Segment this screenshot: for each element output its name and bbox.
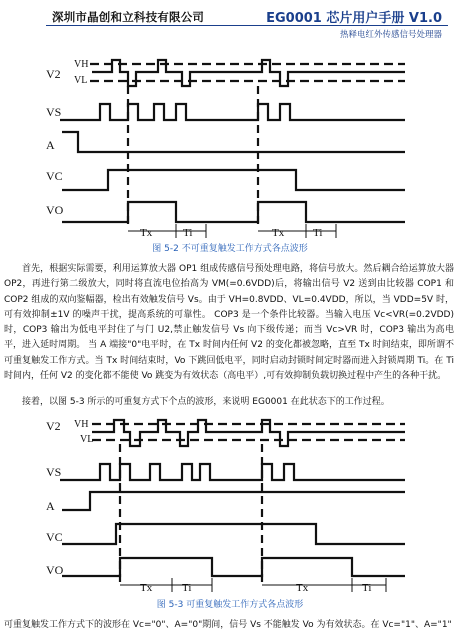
body-paragraph-2: 接着，以图 5-3 所示的可重复方式下个点的波形，来说明 EG0001 在此状态下的工作过程。 <box>22 397 390 407</box>
time-label-tx-1: Tx <box>140 227 153 239</box>
a-waveform <box>62 492 405 510</box>
vo-waveform <box>62 202 405 222</box>
header-rule <box>46 25 448 26</box>
vs-waveform <box>60 464 405 480</box>
vs-waveform <box>60 104 405 120</box>
time-label-tx-1: Tx <box>140 582 153 594</box>
waveform-figure-5-2 <box>0 42 460 242</box>
body-paragraph-1: 首先，根据实际需要，利用运算放大器 OP1 组成传感信号预处理电路，将信号放大。然后耦合给运算放大器 OP2，再进行第二级放大，同时将直流电位抬高为 VM(=0.6VDD)后，将输出信号 V2 送到由比较器 COP1 和 COP2 组成的双向鉴幅器，检出有效触发信号 Vs。由于 VH=0.8VDD、VL=0.4VDD，所以，当 VDD=5V 时，可有效抑制±1V 的噪声干扰，提高系统的可靠性。 COP3 是一个条件比较器。当输入电压 Vc<VR(=0.2VDD)时，COP3 输出为低电平封住了与门 U2,禁止触发信号 Vs 向下级传递；而当 Vc>VR 时，COP3 输出为高电平，进入延时周期。 当 A 端接"0"电平时，在 Tx 时间内任何 V2 的变化都被忽略，直至 Tx 时间结束，即所谓不可重复触发工作方式。当 Tx 时间结束时，Vo 下跳回低电平，同时启动封锁时间定时器而进入封锁周期 Ti。在 Ti 时间内，任何 V2 的变化都不能使 Vo 跳变为有效状态（高电平）,可有效抑制负载切换过程中产生的各种干扰。 <box>4 264 454 382</box>
signal-label-vc: VC <box>46 169 63 183</box>
threshold-label-vl: VL <box>74 75 88 86</box>
figure-caption-5-2: 图 5-2 不可重复触发工作方式各点波形 <box>152 244 308 254</box>
figure-caption-5-3: 图 5-3 可重复触发工作方式各点波形 <box>156 600 304 610</box>
vo-waveform <box>62 558 405 576</box>
manual-title: EG0001 芯片用户手册 V1.0 <box>266 11 442 26</box>
time-label-ti-1: Ti <box>182 582 192 594</box>
waveform-figure-5-3 <box>0 414 460 594</box>
threshold-label-vl: VL <box>80 434 94 445</box>
signal-label-vo: VO <box>46 563 64 577</box>
company-name: 深圳市晶创和立科技有限公司 <box>52 10 205 24</box>
vc-waveform <box>62 524 405 544</box>
signal-label-a: A <box>46 138 55 152</box>
signal-label-a: A <box>46 499 55 513</box>
threshold-label-vh: VH <box>74 59 89 70</box>
vc-waveform <box>62 170 405 190</box>
time-label-tx-2: Tx <box>272 227 285 239</box>
time-label-ti-2: Ti <box>362 582 372 594</box>
time-label-ti-2: Ti <box>313 227 323 239</box>
signal-label-vs: VS <box>46 465 62 479</box>
signal-label-vs: VS <box>46 105 62 119</box>
signal-label-v2: V2 <box>46 67 61 81</box>
time-label-tx-2: Tx <box>296 582 309 594</box>
threshold-label-vh: VH <box>74 419 89 430</box>
signal-label-vc: VC <box>46 530 63 544</box>
signal-label-vo: VO <box>46 203 64 217</box>
signal-label-v2: V2 <box>46 419 61 433</box>
page-header <box>0 0 460 42</box>
a-waveform <box>62 132 405 152</box>
time-label-ti-1: Ti <box>183 227 193 239</box>
manual-subtitle: 热释电红外传感信号处理器 <box>339 30 442 40</box>
body-paragraph-3: 可重复触发工作方式下的波形在 Vc="0"、A="0"期间，信号 Vs 不能触发 Vo 为有效状态。在 Vc="1"、A="1" <box>4 620 452 630</box>
